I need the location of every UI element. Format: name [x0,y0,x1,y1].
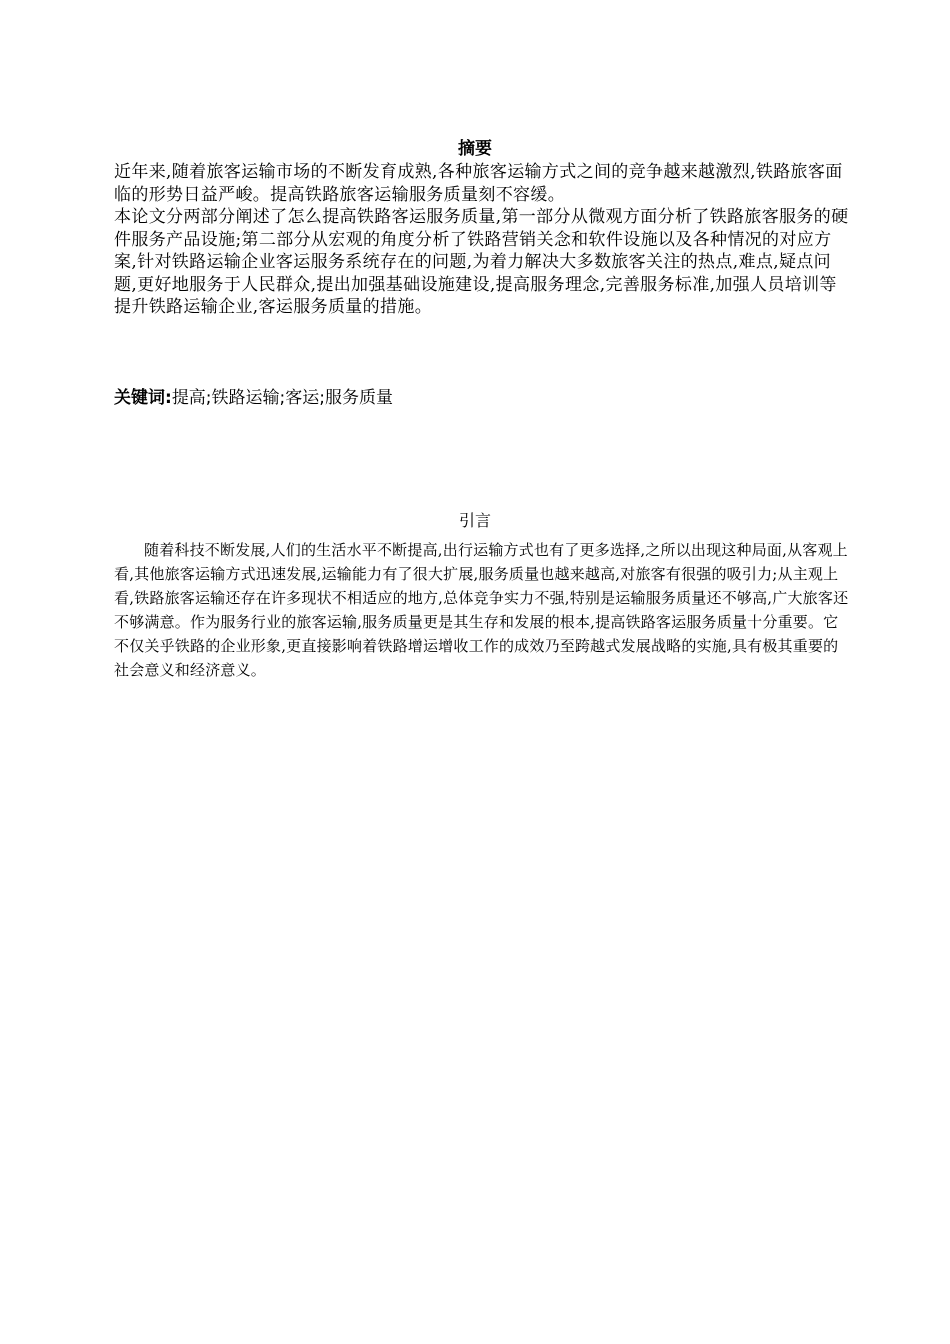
abstract-heading: 摘要 [458,139,492,159]
abstract-body [114,161,854,319]
abstract-paragraph-1: 近年来,随着旅客运输市场的不断发育成熟,各种旅客运输方式之间的竞争越来越激烈,铁路旅客面临的形势日益严峻。提高铁路旅客运输服务质量刻不容缓。 [114,162,843,205]
keywords-line [114,386,854,410]
introduction-body: 随着科技不断发展,人们的生活水平不断提高,出行运输方式也有了更多选择,之所以出现这种局面,从客观上看,其他旅客运输方式迅速发展,运输能力有了很大扩展,服务质量也越来越高,对旅客有很强的吸引力;从主观上看,铁路旅客运输还存在许多现状不相适应的地方,总体竞争实力不强,特别是运输服务质量还不够高,广大旅客还不够满意。作为服务行业的旅客运输,服务质量更是其生存和发展的根本,提高铁路客运服务质量十分重要。它不仅关乎铁路的企业形象,更直接影响着铁路增运增收工作的成效乃至跨越式发展战略的实施,具有极其重要的社会意义和经济意义。 [114,541,849,679]
abstract-paragraph-2: 本论文分两部分阐述了怎么提高铁路客运服务质量,第一部分从微观方面分析了铁路旅客服务的硬件服务产品设施;第二部分从宏观的角度分析了铁路营销关念和软件设施以及各种情况的对应方案,针对铁路运输企业客运服务系统存在的问题,为着力解决大多数旅客关注的热点,难点,疑点问题,更好地服务于人民群众,提出加强基础设施建设,提高服务理念,完善服务标准,加强人员培训等提升铁路运输企业,客运服务质量的措施。 [114,207,849,317]
introduction-heading: 引言 [458,511,491,530]
keywords-text: 提高;铁路运输;客运;服务质量 [171,388,393,408]
keywords-label: 关键词: [114,388,172,408]
